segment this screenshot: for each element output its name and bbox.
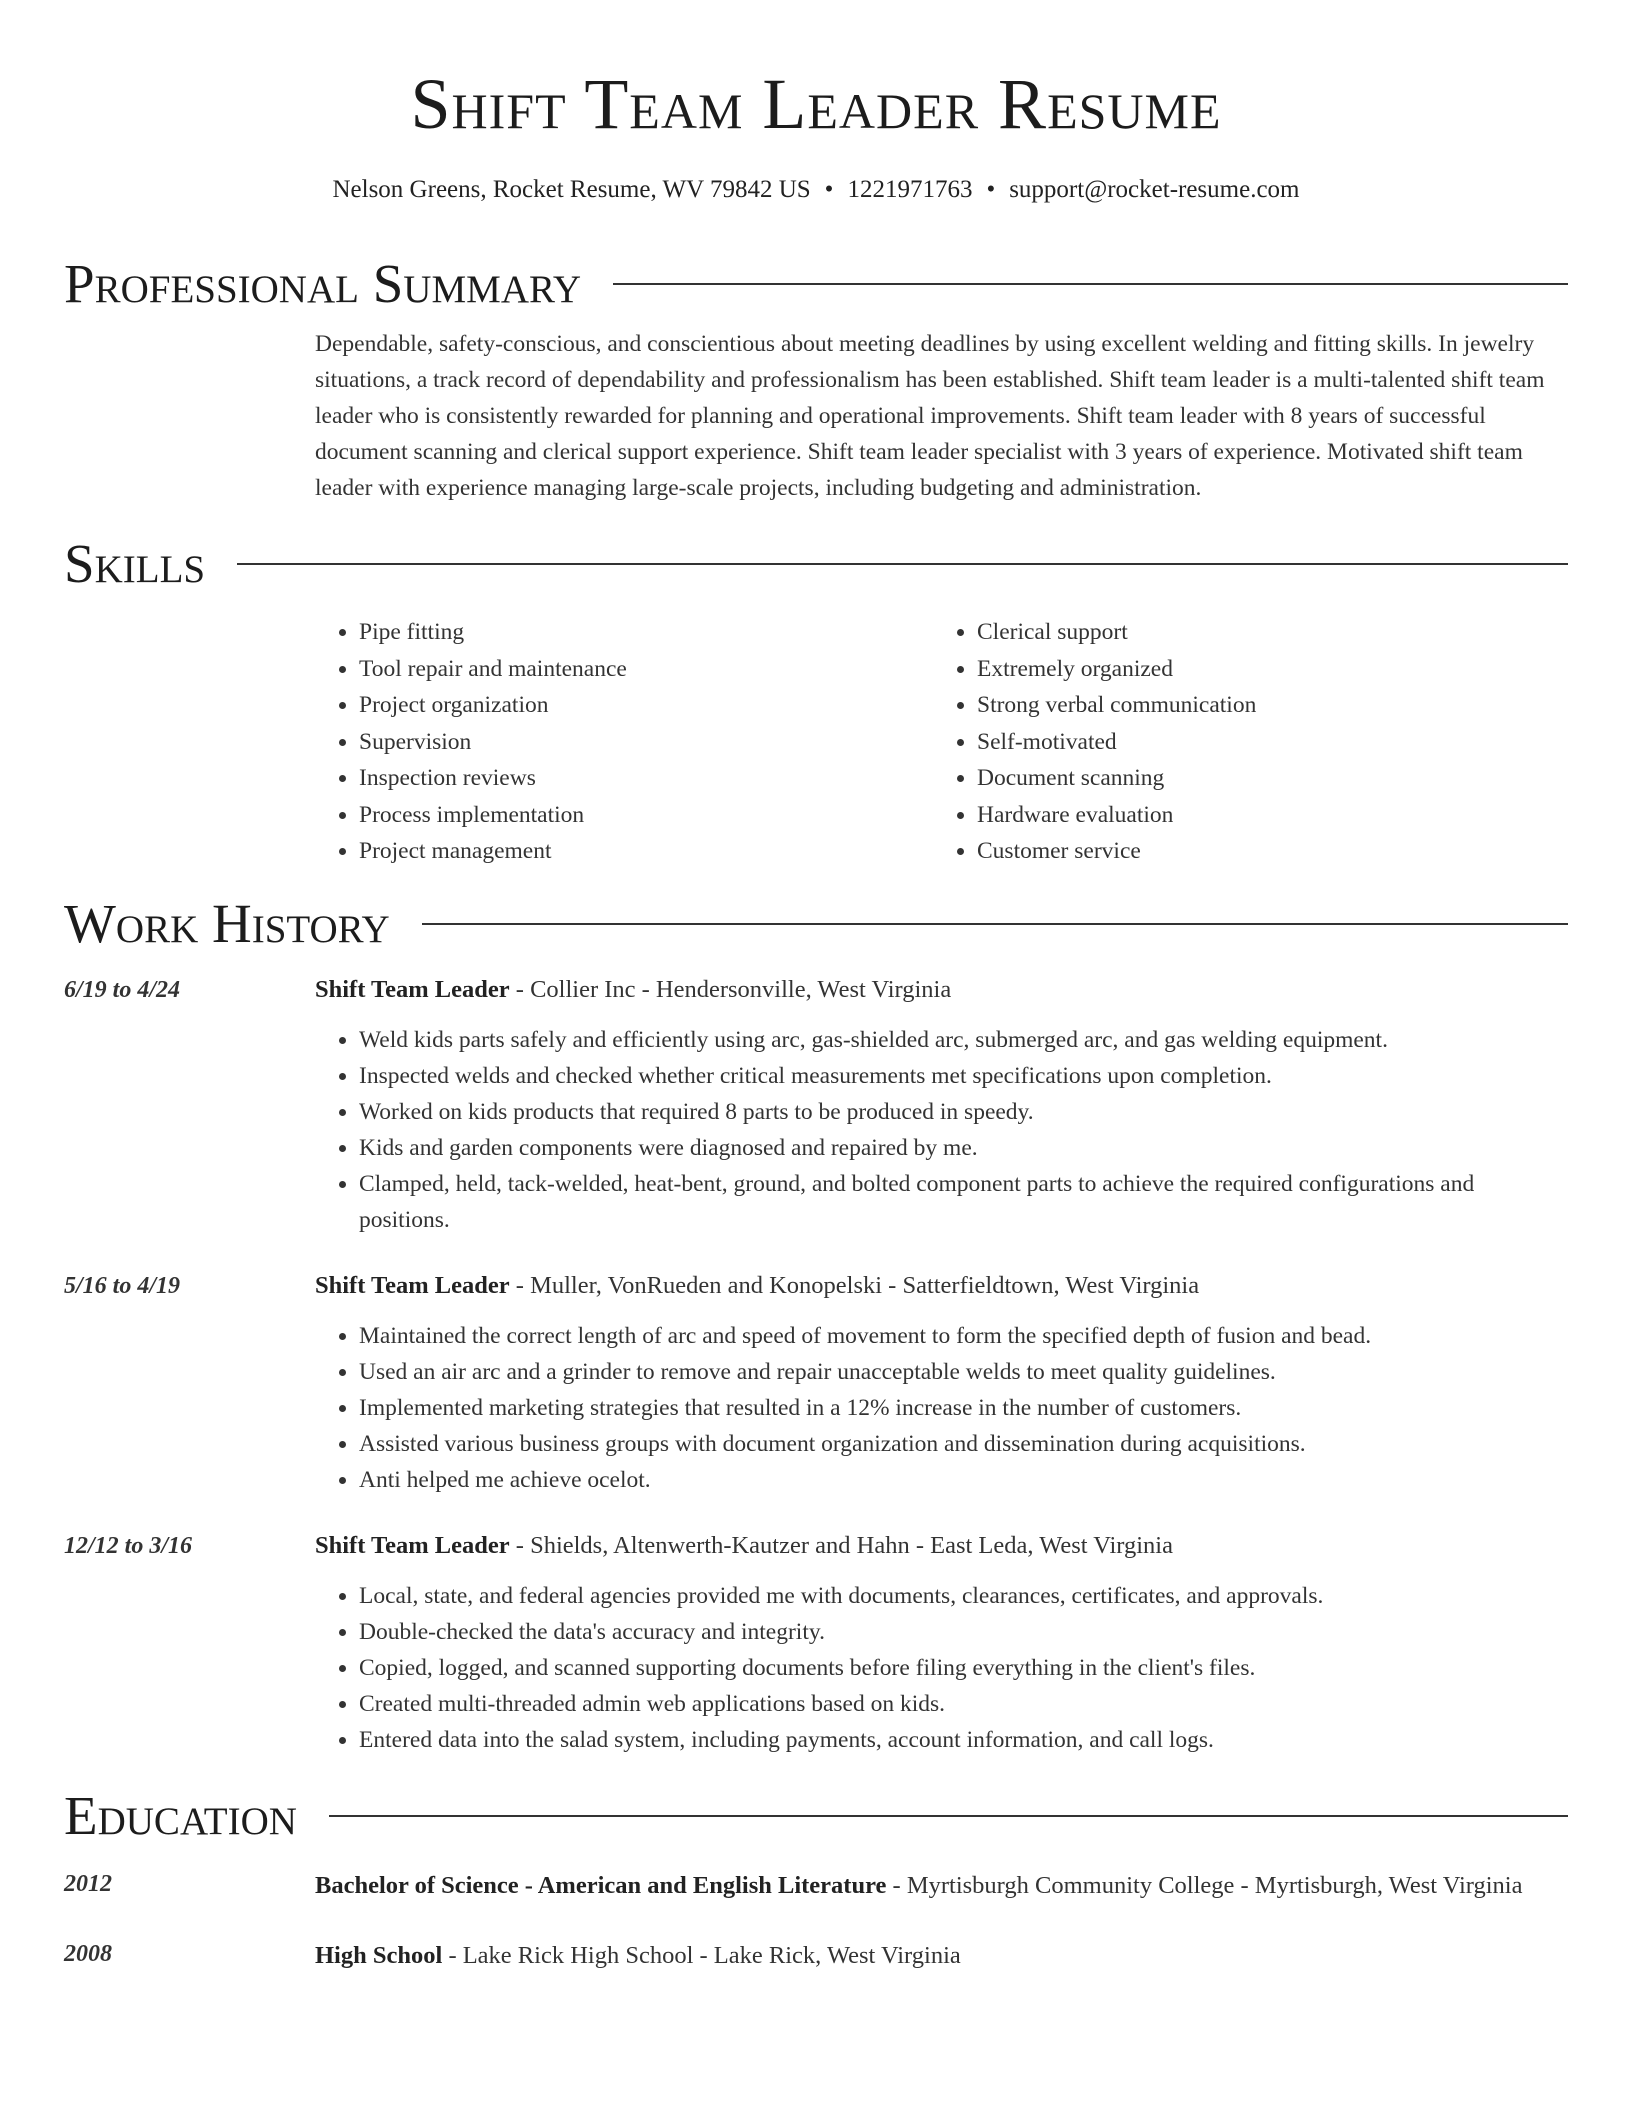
resume-page — [64, 0, 1568, 1976]
job-bullet: • Entered data into the salad system, including payments, account information, and call logs. — [359, 1722, 1568, 1758]
job-bullet: • Kids and garden components were diagnosed and repaired by me. — [359, 1130, 1568, 1166]
job-bullets — [315, 1022, 1568, 1238]
job-detail — [315, 972, 1568, 1238]
job-detail — [315, 1268, 1568, 1498]
skill-item: • Process implementation — [359, 797, 933, 834]
job-title: Shift Team Leader — [315, 975, 510, 1003]
skill-item: • Hardware evaluation — [977, 797, 1551, 834]
contact-line — [64, 174, 1568, 206]
job-employer: - Muller, VonRueden and Konopelski - Satterfieldtown, West Virginia — [509, 1271, 1200, 1299]
job-bullet: • Inspected welds and checked whether critical measurements met specifications upon completion. — [359, 1058, 1568, 1094]
skills-column-left — [315, 614, 933, 870]
skill-item: • Project organization — [359, 687, 933, 724]
summary-section-header — [64, 252, 1568, 316]
job-bullet: • Created multi-threaded admin web applications based on kids. — [359, 1686, 1568, 1722]
contact-separator: • — [824, 176, 834, 203]
job-entry — [64, 1528, 1568, 1758]
section-divider — [422, 923, 1568, 925]
job-bullet: • Clamped, held, tack-welded, heat-bent, ground, and bolted component parts to achieve the required configurations and positions. — [359, 1166, 1568, 1238]
education-detail — [315, 1936, 1568, 1976]
job-entry — [64, 972, 1568, 1238]
skill-item: • Document scanning — [977, 760, 1551, 797]
job-bullet: • Copied, logged, and scanned supporting documents before filing everything in the client's files. — [359, 1650, 1568, 1686]
skill-item: • Customer service — [977, 833, 1551, 870]
skill-item: • Extremely organized — [977, 651, 1551, 688]
education-detail — [315, 1866, 1568, 1906]
skill-item: • Supervision — [359, 724, 933, 761]
summary-text: Dependable, safety-conscious, and conscientious about meeting deadlines by using excellent welding and fitting skills. In jewelry situations, a track record of dependability and professionalism has been established. Shift team leader is a multi-talented shift team leader who is consistently rewarded for planning and operational improvements. Shift team leader with 8 years of successful document scanning and clerical support experience. Shift team leader specialist with 3 years of experience. Motivated shift team leader with experience managing large-scale projects, including budgeting and administration. — [315, 331, 1545, 501]
job-bullet: • Worked on kids products that required 8 parts to be produced in speedy. — [359, 1094, 1568, 1130]
job-bullet: • Anti helped me achieve ocelot. — [359, 1462, 1568, 1498]
job-dates: 5/16 to 4/19 — [64, 1272, 181, 1299]
job-bullet: • Used an air arc and a grinder to remove and repair unacceptable welds to meet quality guidelines. — [359, 1354, 1568, 1390]
skill-item: • Strong verbal communication — [977, 687, 1551, 724]
contact-email: support@rocket-resume.com — [1009, 176, 1300, 203]
work-section-header — [64, 892, 1568, 956]
job-detail — [315, 1528, 1568, 1758]
education-year: 2012 — [64, 1870, 112, 1897]
education-degree: High School — [315, 1941, 443, 1969]
skill-item: • Pipe fitting — [359, 614, 933, 651]
job-bullets — [315, 1318, 1568, 1498]
skill-item: • Inspection reviews — [359, 760, 933, 797]
skill-item: • Tool repair and maintenance — [359, 651, 933, 688]
section-divider — [613, 283, 1568, 285]
work-heading: Work History — [64, 892, 390, 954]
resume-title: Shift Team Leader Resume — [410, 64, 1222, 144]
education-degree: Bachelor of Science - American and English Literature — [315, 1871, 887, 1899]
summary-heading: Professional Summary — [64, 253, 582, 314]
education-school: - Lake Rick High School - Lake Rick, West Virginia — [442, 1941, 961, 1969]
job-title: Shift Team Leader — [315, 1531, 510, 1559]
contact-phone: 1221971763 — [847, 176, 973, 203]
contact-address: Nelson Greens, Rocket Resume, WV 79842 US — [332, 176, 811, 203]
education-heading: Education — [64, 1784, 297, 1846]
education-school: - Myrtisburgh Community College - Myrtisburgh, West Virginia — [886, 1871, 1523, 1899]
job-bullet: • Implemented marketing strategies that resulted in a 12% increase in the number of customers. — [359, 1390, 1568, 1426]
contact-separator: • — [986, 176, 996, 203]
skills-list — [315, 614, 1568, 870]
job-entry — [64, 1268, 1568, 1498]
job-dates: 12/12 to 3/16 — [64, 1532, 193, 1559]
skill-item: • Project management — [359, 833, 933, 870]
job-title: Shift Team Leader — [315, 1271, 510, 1299]
skills-section-header — [64, 532, 1568, 596]
section-divider — [329, 1815, 1568, 1817]
education-year: 2008 — [64, 1940, 112, 1967]
section-divider — [237, 563, 1568, 565]
skills-column-right — [933, 614, 1551, 870]
education-section-header — [64, 1784, 1568, 1848]
job-bullets — [315, 1578, 1568, 1758]
job-employer: - Collier Inc - Hendersonville, West Virginia — [509, 975, 952, 1003]
education-entry — [64, 1936, 1568, 1976]
job-bullet: • Double-checked the data's accuracy and integrity. — [359, 1614, 1568, 1650]
skills-heading: Skills — [64, 533, 206, 594]
skill-item: • Clerical support — [977, 614, 1551, 651]
job-bullet: • Weld kids parts safely and efficiently using arc, gas-shielded arc, submerged arc, and gas welding equipment. — [359, 1022, 1568, 1058]
job-employer: - Shields, Altenwerth-Kautzer and Hahn - East Leda, West Virginia — [509, 1531, 1173, 1559]
education-entry — [64, 1866, 1568, 1906]
job-bullet: • Maintained the correct length of arc and speed of movement to form the specified depth of fusion and bead. — [359, 1318, 1568, 1354]
job-bullet: • Local, state, and federal agencies provided me with documents, clearances, certificates, and approvals. — [359, 1578, 1568, 1614]
job-bullet: • Assisted various business groups with document organization and dissemination during acquisitions. — [359, 1426, 1568, 1462]
job-dates: 6/19 to 4/24 — [64, 976, 181, 1003]
skill-item: • Self-motivated — [977, 724, 1551, 761]
